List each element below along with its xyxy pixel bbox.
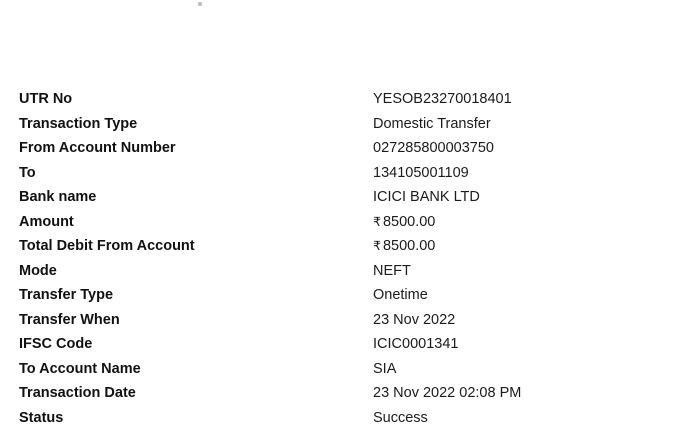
transfer-when-label: Transfer When bbox=[19, 311, 120, 328]
total-debit-label: Total Debit From Account bbox=[19, 238, 195, 254]
transaction-type-row bbox=[19, 112, 659, 137]
to-account-name-row bbox=[19, 357, 659, 382]
ifsc-code-label: IFSC Code bbox=[19, 336, 93, 352]
amount-value bbox=[373, 210, 435, 235]
total-debit-number: 8500.00 bbox=[382, 238, 436, 254]
transfer-when-row bbox=[19, 308, 659, 333]
transaction-date-value: 23 Nov 2022 02:08 PM bbox=[373, 385, 522, 401]
to-account-value: 134105001109 bbox=[373, 164, 469, 181]
transfer-type-row bbox=[19, 283, 659, 308]
amount-number: 8500.00 bbox=[382, 213, 436, 230]
ifsc-code-value: ICIC0001341 bbox=[373, 336, 459, 352]
status-row bbox=[19, 406, 659, 431]
to-account-label: To bbox=[19, 164, 36, 181]
status-value: Success bbox=[373, 409, 428, 426]
mode-value: NEFT bbox=[373, 262, 411, 279]
transaction-type-value: Domestic Transfer bbox=[373, 115, 491, 132]
amount-label: Amount bbox=[19, 213, 74, 230]
from-account-number-value: 027285800003750 bbox=[373, 140, 494, 156]
transaction-date-label: Transaction Date bbox=[19, 385, 136, 401]
utr-number-label: UTR No bbox=[19, 91, 73, 107]
from-account-number-label: From Account Number bbox=[19, 140, 176, 156]
to-account-row bbox=[19, 161, 659, 186]
transaction-type-label: Transaction Type bbox=[19, 115, 138, 132]
to-account-name-label: To Account Name bbox=[19, 360, 141, 377]
mode-row bbox=[19, 259, 659, 284]
to-account-name-value: SIA bbox=[373, 360, 397, 377]
transfer-when-value: 23 Nov 2022 bbox=[373, 311, 456, 328]
rupee-icon: ₹ bbox=[373, 239, 381, 253]
bank-name-value: ICICI BANK LTD bbox=[373, 189, 480, 205]
status-label: Status bbox=[19, 409, 64, 426]
transaction-details bbox=[19, 87, 659, 430]
ifsc-code-row bbox=[19, 332, 659, 357]
total-debit-row bbox=[19, 234, 659, 259]
loading-dot bbox=[198, 2, 202, 6]
utr-number-value: YESOB23270018401 bbox=[373, 91, 512, 107]
utr-number-row bbox=[19, 87, 659, 112]
from-account-number-row bbox=[19, 136, 659, 161]
rupee-icon: ₹ bbox=[373, 214, 381, 229]
total-debit-value bbox=[373, 234, 435, 259]
mode-label: Mode bbox=[19, 262, 57, 279]
bank-name-label: Bank name bbox=[19, 189, 97, 205]
transaction-date-row bbox=[19, 381, 659, 406]
amount-row bbox=[19, 210, 659, 235]
transfer-type-value: Onetime bbox=[373, 287, 428, 303]
bank-name-row bbox=[19, 185, 659, 210]
transfer-type-label: Transfer Type bbox=[19, 287, 114, 303]
